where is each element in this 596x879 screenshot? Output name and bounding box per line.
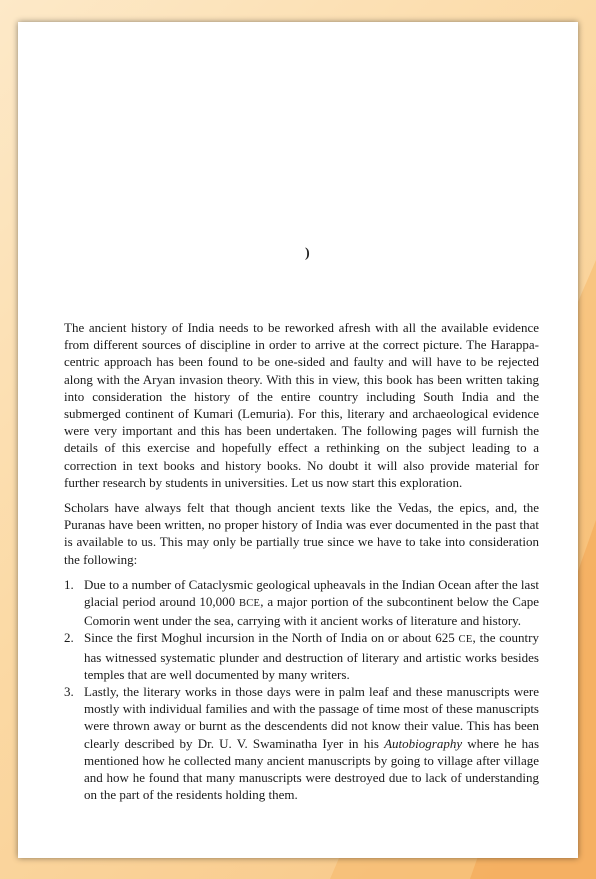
list-item <box>64 576 539 630</box>
list-item-text-continued: , a major portion of the subcontinent below the Cape Comorin went under the sea, carrying with it ancient works of literature and history. <box>84 594 539 629</box>
numbered-list <box>64 576 539 804</box>
list-item-text: Due to a number of Cataclysmic geological upheavals in the Indian Ocean after the last glacial period around 10,000 <box>84 576 539 610</box>
list-item-number: 1. <box>64 576 74 592</box>
book-title: Autobiography <box>384 735 463 751</box>
document-page <box>18 22 578 858</box>
list-item-text-continued: where he has mentioned how he collected many ancient manuscripts by going to village after village and how he found that many manuscripts were destroyed due to lack of understanding on the part of the residents holding them. <box>84 735 539 803</box>
list-item-text-continued: , the country has witnessed systematic plunder and destruction of literary and artistic works besides temples that are well documented by many writers. <box>84 630 539 682</box>
list-item <box>64 683 539 803</box>
list-item <box>64 629 539 683</box>
list-item-text: Since the first Moghul incursion in the North of India on or about 625 <box>84 630 459 646</box>
page-mark: ) <box>305 246 310 261</box>
era-abbreviation: CE <box>458 634 473 646</box>
list-item-number: 3. <box>64 684 74 700</box>
list-item-text: Lastly, the literary works in those days were in palm leaf and these manuscripts were mostly with individual families and with the passage of time most of these manuscripts were thrown away or burnt as the descendents did not know their value. This has been clearly described by Dr. U. V. Swaminatha Iyer in his <box>84 684 539 751</box>
paragraph-intro: The ancient history of India needs to be reworked afresh with all the available evidence from different sources of discipline in order to arrive at the correct picture. The Harappa-centric approach has been found to be one-sided and faulty and will have to be rejected along with the Aryan invasion theory. With this in view, this book has been written taking into consideration the history of the entire country including South India and the submerged continent of Kumari (Lemuria). For this, literary and archaeological evidence were very important and this has been undertaken. The following pages will furnish the details of this exercise and hopefully effect a rethinking on the subject leading to a correction in text books and history books. No doubt it will also provide material for further research by students in universities. Let us now start this exploration. <box>64 320 539 490</box>
body-text <box>64 319 539 803</box>
list-item-number: 2. <box>64 630 74 646</box>
paragraph-scholars: Scholars have always felt that though ancient texts like the Vedas, the epics, and, the Puranas have been written, no proper history of India was ever documented in the past that is available to us. This may only be partially true since we have to take into consideration the following: <box>64 500 539 567</box>
era-abbreviation: BCE <box>238 598 261 610</box>
